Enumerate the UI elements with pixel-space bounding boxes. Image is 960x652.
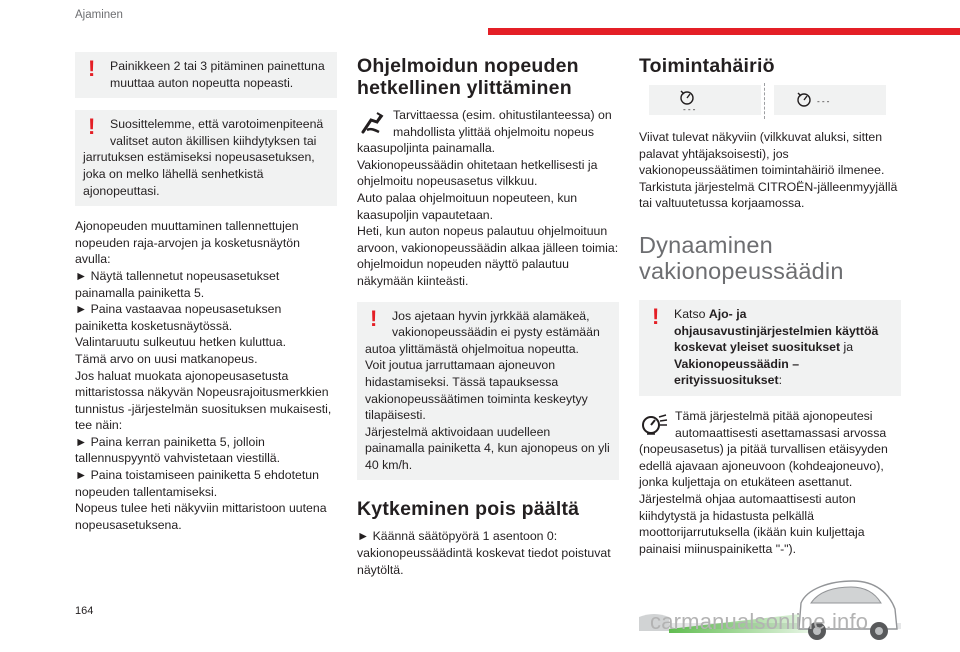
- note-text: jarrutuksen estämiseksi nopeusasetuksen, joka on melko lähellä senhetkistä ajonopeuttasi.: [83, 150, 315, 198]
- paragraph: ► Käännä säätöpyörä 1 asentoon 0: vakionopeussäädintä koskevat tiedot poistuvat näytöltä.: [357, 529, 611, 577]
- note-text: Jos ajetaan hyvin jyrkkää alamäkeä, vakionopeussäädin ei pysty estämään: [392, 308, 600, 340]
- paragraph: ► Paina vastaavaa nopeusasetuksen painiketta kosketusnäytössä.: [75, 302, 282, 333]
- paragraph: Tämä järjestelmä pitää ajonopeutesi automaattisesti asettamassasi arvossa: [675, 408, 887, 440]
- exclamation-icon: !: [88, 114, 96, 140]
- warning-note: [357, 302, 619, 481]
- paragraph: Viivat tulevat näkyviin (vilkkuvat aluksi, sitten palavat yhtäjaksoisesti), jos vakionopeussäätimen toimintahäiriö ilmenee. Tarkistuta järjestelmä CITROËN-jälleenmyyjällä tai valtuutetussa korjaamossa.: [639, 130, 898, 211]
- svg-text:‑‑‑: ‑‑‑: [816, 97, 831, 106]
- accelerator-override-icon: [357, 108, 387, 138]
- intro-block: [357, 107, 619, 157]
- section-heading: Toimintahäiriö: [639, 55, 775, 77]
- paragraph: Tarvittaessa (esim. ohitustilanteessa) on mahdollista ylittää ohjelmoitu nopeus: [393, 108, 612, 139]
- paragraph: ► Paina toistamiseen painiketta 5 ehdotetun nopeuden tallentamiseksi.: [75, 468, 319, 499]
- column-left: [75, 52, 337, 533]
- speedometer-dashes-icon: [649, 85, 761, 115]
- paragraph: Heti, kun auton nopeus palautuu ohjelmoituun arvoon, vakionopeussäädin alkaa jälleen toimia: ohjelmoidun nopeuden näyttö palautuu näkymään kiinteästi.: [357, 224, 619, 288]
- paragraph: Auto palaa ohjelmoituun nopeuteen, kun kaasupoljin vapautetaan.: [357, 190, 578, 222]
- paragraph: Tämä arvo on uusi matkanopeus.: [75, 351, 258, 366]
- note-text: Suosittelemme, että varotoimenpiteenä valitset auton äkillisen kiihdytyksen tai: [110, 117, 324, 148]
- cluster-display: [649, 85, 761, 115]
- exclamation-icon: !: [652, 303, 660, 329]
- acc-block: [639, 408, 901, 557]
- note-text: Voit joutua jarruttamaan ajoneuvon hidastamiseksi. Tässä tapauksessa vakionopeussäätimen toiminta keskeytyy tilapäisesti.: [365, 358, 588, 423]
- paragraph: Valintaruutu sulkeutuu hetken kuluttua.: [75, 335, 287, 350]
- paragraph: Ajonopeuden muuttaminen tallennettujen nopeuden raja-arvojen ja kosketusnäytön avulla:: [75, 219, 300, 267]
- separator: [764, 83, 766, 119]
- paragraph: Nopeus tulee heti näkyviin mittaristoon uutena nopeusasetuksena.: [75, 501, 327, 532]
- note-text: autoa ylittämästä ohjelmoitua nopeutta.: [365, 341, 579, 356]
- paragraph: kaasupoljinta painamalla.: [357, 141, 496, 156]
- paragraph: Vakionopeussäädin ohitetaan hetkellisesti ja ohjelmoitu nopeusasetus vilkkuu.: [357, 157, 598, 189]
- paragraph: (nopeusasetus) ja pitää turvallisen etäisyyden edellä ajavaan ajoneuvoon (kohdeajoneuvo), jonka kuljettaja on etukäteen asettanut. Järjestelmä ohjaa automaattisesti auton kiihdytystä ja hidastusta pelkällä moottorijarrutuksella (ikään kuin kuljettaja painaisi miinuspainiketta "-").: [639, 442, 888, 556]
- section-heading: Dynaaminen vakionopeussäädin: [639, 231, 844, 284]
- section-heading: Ohjelmoidun nopeuden hetkellinen ylittäminen: [357, 55, 579, 99]
- watermark: carmanualsonline.info: [650, 609, 869, 634]
- note-text: Järjestelmä aktivoidaan uudelleen painamalla painiketta 4, kun ajonopeus on yli 40 km/h.: [365, 424, 610, 472]
- fault-displays: [639, 85, 901, 121]
- adaptive-cruise-icon: [639, 409, 669, 439]
- paragraph: Jos haluat muokata ajonopeusasetusta mittaristossa näkyvän Nopeusrajoitusmerkkien tunnistus -järjestelmän suosituksen mukaisesti, tee näin:: [75, 368, 332, 433]
- page-number: 164: [75, 605, 94, 617]
- exclamation-icon: !: [88, 56, 96, 81]
- warning-note: [75, 52, 337, 98]
- note-text: Katso Ajo- ja ohjausavustinjärjestelmien käyttöä koskevat yleiset suositukset ja Vakionopeussäädin – erityissuositukset:: [674, 306, 879, 388]
- svg-text:‑‑‑: ‑‑‑: [682, 105, 697, 114]
- header-red-bar: [488, 28, 960, 35]
- cluster-display: [774, 85, 886, 115]
- body-text: [75, 218, 337, 533]
- paragraph: ► Näytä tallennetut nopeusasetukset painamalla painiketta 5.: [75, 268, 280, 300]
- warning-note: [639, 300, 901, 396]
- paragraph: ► Paina kerran painiketta 5, jolloin tallennuspyyntö vahvistetaan viestillä.: [75, 434, 281, 466]
- speedometer-dashes-icon: [774, 85, 886, 115]
- section-title: Ajaminen: [75, 9, 123, 21]
- exclamation-icon: !: [370, 305, 378, 331]
- note-text: Painikkeen 2 tai 3 pitäminen painettuna muuttaa auton nopeutta nopeasti.: [110, 59, 325, 90]
- column-right: [639, 55, 901, 647]
- section-heading: Kytkeminen pois päältä: [357, 498, 580, 521]
- warning-note: [75, 110, 337, 206]
- column-middle: [357, 55, 619, 578]
